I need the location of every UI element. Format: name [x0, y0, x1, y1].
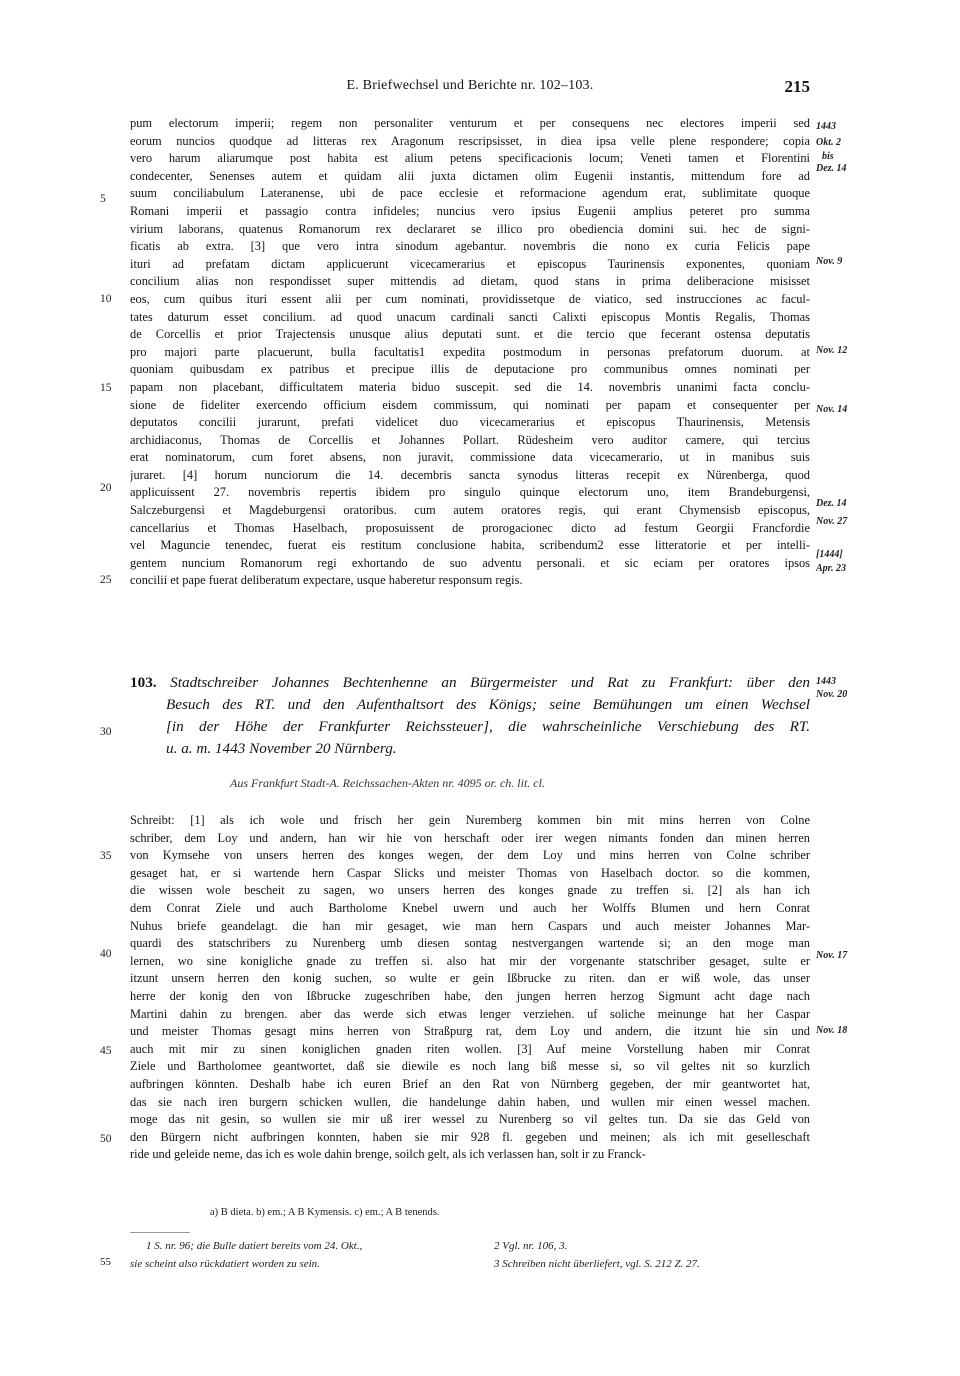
margin-date: 1443	[816, 121, 836, 132]
text-line: papam non placebant, difficultatem materia biduo suscepit. sed die 14. novembris unanimi facta conclu-	[130, 379, 810, 394]
text-line: Schreibt: [1] als ich wole und frisch her gein Nuremberg kommen bin mit mins herren von Colne	[130, 813, 810, 827]
running-header	[130, 78, 810, 98]
margin-date: Okt. 2	[816, 137, 841, 148]
margin-date: Nov. 18	[816, 1025, 848, 1036]
text-line: ituri ad prefatam dictam applicuerunt vicecamerarius et episcopus Taurinensis exponentes, quoniam	[130, 256, 810, 271]
heading-line: u. a. m. 1443 November 20 Nürnberg.	[166, 740, 397, 757]
text-line: gesaget hat, er si wartende hern Caspar Slicks und meister Thomas von Haselbach doctor. so die kommen,	[130, 865, 810, 880]
text-line: de Corcellis et prior Trajectensis unusque alius deputati sunt. et die tercio que fecerant ostensa deputatis	[130, 327, 810, 342]
text-line: lernen, wo sine konigliche gnade zu treffen si. also hat mir der vorgenante statschriber gesaget, sulte er	[130, 953, 810, 968]
text-line: und meister Thomas gesagt mins herren von Straßpurg rat, dem Loy und andern, die itzunt hie sin und	[130, 1024, 810, 1039]
footnote-rule	[130, 1232, 190, 1233]
text-line: herre der konig den von Ißbrucke zugeschriben habe, den jungen herren herzog Sigmunt acht dage nach	[130, 988, 810, 1003]
text-line: von Kymsehe von unsers herren des konges wegen, der dem Loy und mins herren von Colne schriber	[130, 848, 810, 863]
text-block-latin	[130, 115, 810, 590]
text-line: erat nominatorum, cum foret absens, non juravit, commissione data vicecamerario, ut in manibus suis	[130, 450, 810, 465]
footnote-1: 1 S. nr. 96; die Bulle datiert bereits vom 24. Okt.,	[146, 1240, 363, 1252]
text-line: applicuissent 27. novembris repertis ibidem pro singulo quinque electorum uno, item Brandeburgensi,	[130, 485, 810, 500]
line-number: 50	[100, 1133, 112, 1145]
line-number: 20	[100, 482, 112, 494]
margin-date: 1443	[816, 676, 836, 687]
text-line: virium laborans, quatenus Romanorum rex declararet se illico pro obediencia domini sui. hec de signi-	[130, 221, 810, 236]
text-line: archidiaconus, Thomas de Corcellis et Johannes Pollart. Rüdesheim vero auditor camere, qui tercius	[130, 432, 810, 447]
text-line: Ziele und Bartholomee geantwortet, daß sie diewile es noch lang biß messe si, so vil geltes nit so kurzlich	[130, 1059, 810, 1074]
footnote-1-cont: sie scheint also rückdatiert worden zu sein.	[130, 1258, 320, 1270]
page-number: 215	[784, 77, 810, 96]
footnote-3: 3 Schreiben nicht überliefert, vgl. S. 212 Z. 27.	[494, 1258, 700, 1270]
heading-line: [in der Höhe der Frankfurter Reichssteuer], die wahrscheinliche Verschiebung des RT.	[166, 718, 810, 735]
document-heading	[130, 672, 810, 760]
text-line: ride und geleide neme, das ich es wole dahin brenge, soilch gelt, als ich verlassen han, solt ir zu Franck-	[130, 1147, 646, 1162]
text-line: tates daturum esset concilium. ad quod unacum cardinali sancti Calixti episcopus Montis Regalis, Thomas	[130, 309, 810, 324]
margin-date: [1444]	[816, 549, 843, 560]
line-number: 55	[100, 1256, 111, 1268]
text-line: die wissen wole bescheit zu sagen, wo unsers herren des konges gnade zu treffen si. [2] als han ich	[130, 883, 810, 898]
text-line: ficatis ab extra. [3] que vero intra sinodum agebantur. novembris die nono ex curia Felicis pape	[130, 239, 810, 254]
line-number: 10	[100, 293, 112, 305]
text-line: juraret. [4] horum nunciorum die 14. decembris sancta synodus litteras recepit ex Nürenberga, quod	[130, 467, 810, 482]
text-line: deputatos concilii jurarunt, prefati videlicet duo vicecamerarius et episcopus Thaurinensis, Metensis	[130, 415, 810, 430]
line-number: 25	[100, 574, 112, 586]
text-line: Nuhus briefe geandelagt. die han mir gesaget, wie man hern Caspars und auch meister Johannes Mar-	[130, 918, 810, 933]
text-line: quoniam quibusdam ex patribus et precipue illis de deputacione pro communibus omnes nominati per	[130, 362, 810, 377]
margin-date: Nov. 17	[816, 950, 848, 961]
heading-line: Stadtschreiber Johannes Bechtenhenne an Bürgermeister und Rat zu Frankfurt: über den	[170, 674, 810, 691]
text-block-german	[130, 812, 810, 1164]
text-line: Romani imperii et passagio contra infideles; nuncius vero ipsius Eugenii amplius peteret pro summa	[130, 203, 810, 218]
text-line: den Bürgern nicht aufbringen konnten, haben sie mir 928 fl. gegeben und meinen; als ich mit geselleschaft	[130, 1129, 810, 1144]
text-line: quardi des statschribers zu Nurenberg umb diesen sontag nestvergangen wartende si; an den moge man	[130, 936, 810, 951]
margin-date: Apr. 23	[816, 563, 847, 574]
margin-date: bis	[822, 151, 834, 162]
margin-date: Nov. 27	[816, 516, 848, 527]
text-line: Martini dahin zu brengen. aber das werde sich etwas lenger verziehen. uf soliche meinunge hat her Caspar	[130, 1006, 810, 1021]
text-line: vel Maguncie tenendec, fuerat eis restitum conclusione habita, scribendum2 esse litteratorie et per intelli-	[130, 538, 810, 553]
text-line: pro majori parte placuerunt, bulla facultatis1 expedita postmodum in personas prefatorum duorum. at	[130, 344, 810, 359]
text-line: schriber, dem Loy und andern, han wir hie von herschaft oder irer wegen nimants fonden dan minen herren	[130, 830, 810, 845]
text-line: vero harum aliarumque post habita est alium petens specificacionis locum; Veneti tamen et Florentini	[130, 151, 810, 166]
text-line: gentem nuncium Romanorum regi exhortando de suo adventu personali. et sic eciam per oratores ipsos	[130, 555, 810, 570]
document-number: 103.	[130, 674, 157, 691]
text-line: eos, cum quibus ituri essent alii per cum nominati, providissetque de viatico, sed instrucciones ac facul-	[130, 291, 810, 306]
text-line: moge das nit gesin, so wullen sie mir uß irer wessel zu Nurenberg so vil geltes tun. Da sie das Geld von	[130, 1112, 810, 1127]
margin-date: Nov. 9	[816, 256, 843, 267]
text-line: eorum nuncios quodque ad litteras rex Aragonum rescripsisset, in diea ipsa velle plene respondere; copia	[130, 133, 810, 148]
margin-date: Nov. 20	[816, 689, 848, 700]
margin-date: Nov. 14	[816, 404, 848, 415]
source-line: Aus Frankfurt Stadt-A. Reichssachen-Akten nr. 4095 or. ch. lit. cl.	[230, 776, 545, 790]
text-line: auch mit mir zu sinen koniglichen gnaden riten wollen. [3] Auf meine Vorstellung haben mir Conrat	[130, 1041, 810, 1056]
margin-date: Dez. 14	[816, 498, 847, 509]
text-line: dem Conrat Ziele und auch Bartholome Knebel uwern und auch her Wolffs Blumen und hern Conrat	[130, 900, 810, 915]
text-line: concilium alias non respondisset super mittendis ad dietam, quod stans in prima deliberacione misisset	[130, 274, 810, 289]
line-number: 45	[100, 1045, 112, 1057]
text-line: aufbringen könnten. Deshalb habe ich euren Brief an den Rat von Nürnberg gegeben, der mir geantwortet hat,	[130, 1076, 810, 1091]
text-line: Salczeburgensi et Magdeburgensi oratoribus. cum autem oratores regis, qui erant Chymensisb episcopus,	[130, 503, 810, 518]
text-line: cancellarius et Thomas Haselbach, proposuissent de prorogacionec dicto ad festum Georgii Francfordie	[130, 520, 810, 535]
margin-date: Dez. 14	[816, 163, 847, 174]
line-number: 35	[100, 850, 112, 862]
text-line: pum electorum imperii; regem non personaliter venturum et per consequens nec electores imperii sed	[130, 116, 810, 130]
heading-line: Besuch des RT. und den Aufenthaltsort des Königs; seine Bemühungen um einen Wechsel	[166, 696, 810, 713]
text-line: suum conciliabulum Lateranense, ubi de pace ecclesie et reformacione agendum erat, sublimitate quoque	[130, 186, 810, 201]
line-number: 5	[100, 193, 106, 205]
line-number: 15	[100, 382, 112, 394]
text-line: condecenter, Senenses autem et quidam alii juxta dictamen olim Eugenii instantis, mittendum fore ad	[130, 168, 810, 183]
variant-apparatus: a) B dieta. b) em.; A B Kymensis. c) em.; A B tenends.	[210, 1207, 440, 1218]
text-line: concilii et pape fuerat deliberatum expectare, usque haberetur responsum regis.	[130, 573, 523, 588]
line-number: 40	[100, 948, 112, 960]
text-line: sione de fideliter exercendo officium eisdem commissum, qui nominati per papam et consequenter per	[130, 397, 810, 412]
running-title: E. Briefwechsel und Berichte nr. 102–103.	[346, 78, 594, 93]
margin-date: Nov. 12	[816, 345, 848, 356]
text-line: itzunt unsern herren den konig suchen, so wulte er gein Ißbrucke zu riten. dan er wiß wole, das unser	[130, 971, 810, 986]
text-line: das sie nach iren burgern schicken wullen, die handelunge dahin haben, und wullen mir einen wessel machen.	[130, 1094, 810, 1109]
footnote-2: 2 Vgl. nr. 106, 3.	[494, 1240, 568, 1252]
line-number: 30	[100, 726, 112, 738]
